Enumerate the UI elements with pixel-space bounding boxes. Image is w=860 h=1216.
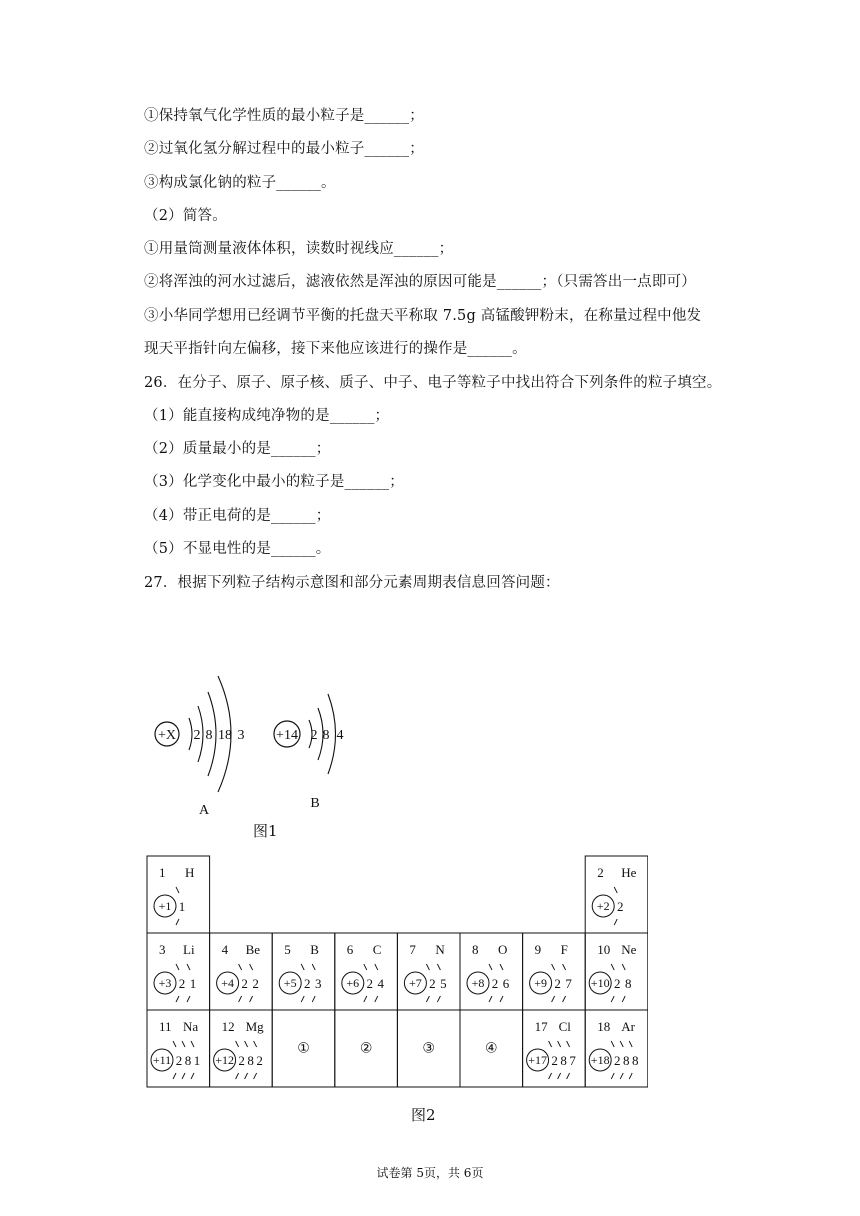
table-cell-placeholder bbox=[272, 1010, 335, 1087]
cell-shell-electrons: 8 bbox=[247, 1053, 254, 1068]
text-line-11: （2）质量最小的是______； bbox=[144, 441, 331, 457]
cell-shell-electrons: 8 bbox=[560, 1053, 567, 1068]
cell-shell-electrons: 2 bbox=[366, 976, 374, 991]
cell-atomic-number: 11 bbox=[159, 1019, 172, 1034]
cell-shell-electrons: 2 bbox=[551, 1053, 558, 1068]
cell-shell-electrons: 2 bbox=[554, 976, 561, 991]
table-cell-f bbox=[523, 933, 586, 1010]
text-line-1: ①保持氧气化学性质的最小粒子是______； bbox=[144, 108, 424, 124]
cell-shell-electrons: 8 bbox=[631, 1053, 639, 1068]
table-cell-ne bbox=[585, 933, 648, 1010]
cell-shell-electrons: 2 bbox=[238, 1053, 245, 1068]
cell-placeholder-mark: ① bbox=[297, 1041, 310, 1057]
page-footer: 试卷第 5页，共 6页 bbox=[376, 1166, 484, 1180]
cell-shell-electrons: 8 bbox=[184, 1053, 192, 1068]
cell-shell-electrons: 2 bbox=[613, 1053, 621, 1068]
cell-atomic-number: 6 bbox=[346, 942, 354, 957]
text-line-10: （1）能直接构成纯净物的是______； bbox=[144, 408, 390, 424]
cell-nucleus: +2 bbox=[596, 899, 610, 913]
cell-nucleus: +17 bbox=[528, 1053, 547, 1067]
cell-element-symbol: F bbox=[560, 942, 568, 957]
table-cell-cl bbox=[523, 1010, 586, 1087]
cell-atomic-number: 4 bbox=[221, 942, 229, 957]
table-cell-li bbox=[147, 933, 210, 1010]
table-cell-h bbox=[147, 856, 210, 933]
atom-b-shell-2: 8 bbox=[322, 728, 330, 743]
cell-shell-electrons: 2 bbox=[241, 976, 248, 991]
cell-element-symbol: Ar bbox=[621, 1019, 635, 1034]
table-cell-na bbox=[147, 1010, 210, 1087]
cell-element-symbol: Cl bbox=[558, 1019, 571, 1034]
cell-element-symbol: C bbox=[372, 942, 382, 957]
text-line-8: 现天平指针向左偏移，接下来他应该进行的操作是______。 bbox=[144, 341, 527, 357]
cell-atomic-number: 2 bbox=[597, 865, 604, 880]
cell-shell-electrons: 1 bbox=[189, 976, 197, 991]
cell-shell-electrons: 2 bbox=[616, 899, 624, 914]
text-line-14: （5）不显电性的是______。 bbox=[144, 541, 331, 557]
cell-element-symbol: Be bbox=[245, 942, 261, 957]
cell-shell-electrons: 2 bbox=[252, 976, 259, 991]
cell-atomic-number: 17 bbox=[534, 1019, 548, 1034]
cell-shell-electrons: 2 bbox=[178, 976, 186, 991]
cell-atomic-number: 3 bbox=[159, 942, 166, 957]
table-cell-placeholder bbox=[397, 1010, 460, 1087]
atom-a-shell-2: 8 bbox=[205, 728, 213, 743]
cell-element-symbol: H bbox=[185, 865, 195, 880]
cell-shell-electrons: 6 bbox=[502, 976, 510, 991]
cell-nucleus: +6 bbox=[346, 976, 360, 990]
cell-element-symbol: N bbox=[435, 942, 445, 957]
cell-shell-electrons: 2 bbox=[429, 976, 436, 991]
atom-a-label: A bbox=[198, 803, 210, 818]
table-cell-n bbox=[397, 933, 460, 1010]
cell-atomic-number: 18 bbox=[597, 1019, 611, 1034]
table-cell-ar bbox=[585, 1010, 648, 1087]
cell-shell-electrons: 2 bbox=[613, 976, 621, 991]
cell-atomic-number: 5 bbox=[284, 942, 291, 957]
cell-nucleus: +8 bbox=[471, 976, 485, 990]
cell-shell-electrons: 7 bbox=[569, 1053, 576, 1068]
cell-element-symbol: Li bbox=[183, 942, 195, 957]
cell-shell-electrons: 2 bbox=[175, 1053, 183, 1068]
text-line-6: ②将浑浊的河水过滤后，滤液依然是浑浊的原因可能是______；（只需答出一点即可） bbox=[144, 274, 696, 290]
cell-atomic-number: 10 bbox=[597, 942, 611, 957]
cell-shell-electrons: 8 bbox=[622, 1053, 630, 1068]
table-cell-he bbox=[585, 856, 648, 933]
text-line-3: ③构成氯化钠的粒子______。 bbox=[144, 175, 336, 191]
cell-placeholder-mark: ② bbox=[359, 1041, 373, 1057]
cell-atomic-number: 8 bbox=[472, 942, 479, 957]
atom-b-diagram bbox=[274, 694, 344, 811]
cell-nucleus: +9 bbox=[534, 976, 547, 990]
atom-b-label: B bbox=[310, 796, 320, 811]
cell-nucleus: +18 bbox=[590, 1053, 610, 1067]
text-line-2: ②过氧化氢分解过程中的最小粒子______； bbox=[144, 141, 424, 157]
text-line-13: （4）带正电荷的是______； bbox=[144, 508, 331, 524]
table-cell-c bbox=[335, 933, 398, 1010]
table-cell-be bbox=[210, 933, 273, 1010]
cell-atomic-number: 12 bbox=[221, 1019, 235, 1034]
atom-a-diagram bbox=[155, 676, 245, 818]
cell-shell-electrons: 4 bbox=[377, 976, 385, 991]
table-cell-placeholder bbox=[335, 1010, 398, 1087]
cell-nucleus: +7 bbox=[409, 976, 422, 990]
cell-shell-electrons: 8 bbox=[624, 976, 632, 991]
atom-a-shell-1: 2 bbox=[193, 728, 201, 743]
cell-nucleus: +10 bbox=[590, 976, 610, 990]
cell-shell-electrons: 2 bbox=[303, 976, 311, 991]
cell-nucleus: +1 bbox=[158, 899, 172, 913]
cell-shell-electrons: 1 bbox=[178, 899, 186, 914]
cell-shell-electrons: 2 bbox=[256, 1053, 263, 1068]
atom-a-shell-4: 3 bbox=[237, 728, 245, 743]
atom-b-nucleus: +14 bbox=[276, 728, 298, 743]
text-line-12: （3）化学变化中最小的粒子是______； bbox=[144, 474, 404, 490]
table-cell-b bbox=[272, 933, 335, 1010]
cell-element-symbol: B bbox=[310, 942, 319, 957]
cell-shell-electrons: 7 bbox=[565, 976, 572, 991]
cell-placeholder-mark: ③ bbox=[422, 1041, 435, 1057]
table-cell-placeholder bbox=[460, 1010, 523, 1087]
atom-a-shell-3: 18 bbox=[218, 728, 232, 743]
cell-nucleus: +12 bbox=[215, 1053, 234, 1067]
table-cell-mg bbox=[210, 1010, 273, 1087]
text-line-5: ①用量筒测量液体体积，读数时视线应______； bbox=[144, 241, 454, 257]
text-line-7: ③小华同学想用已经调节平衡的托盘天平称取 7.5g 高锰酸钾粉末，在称量过程中他发 bbox=[144, 308, 702, 324]
cell-nucleus: +3 bbox=[158, 976, 172, 990]
cell-nucleus: +5 bbox=[283, 976, 297, 990]
cell-placeholder-mark: ④ bbox=[485, 1041, 498, 1057]
question-27: 27．根据下列粒子结构示意图和部分元素周期表信息回答问题： bbox=[144, 575, 560, 591]
cell-shell-electrons: 5 bbox=[440, 976, 447, 991]
atom-a-nucleus: +X bbox=[157, 728, 177, 743]
periodic-table bbox=[146, 854, 648, 1094]
table-cell-o bbox=[460, 933, 523, 1010]
cell-element-symbol: O bbox=[498, 942, 508, 957]
figure-2-caption: 图2 bbox=[411, 1106, 436, 1124]
cell-element-symbol: Ne bbox=[621, 942, 637, 957]
figure-1-caption: 图1 bbox=[253, 822, 278, 840]
cell-shell-electrons: 1 bbox=[193, 1053, 201, 1068]
atom-b-shell-1: 2 bbox=[310, 728, 318, 743]
cell-shell-electrons: 2 bbox=[491, 976, 499, 991]
cell-element-symbol: Mg bbox=[245, 1019, 264, 1034]
cell-element-symbol: He bbox=[621, 865, 637, 880]
cell-atomic-number: 7 bbox=[409, 942, 416, 957]
question-26: 26．在分子、原子、原子核、质子、中子、电子等粒子中找出符合下列条件的粒子填空。 bbox=[144, 375, 722, 391]
cell-element-symbol: Na bbox=[183, 1019, 199, 1034]
cell-nucleus: +4 bbox=[221, 976, 234, 990]
atom-b-shell-3: 4 bbox=[336, 728, 344, 743]
cell-nucleus: +11 bbox=[152, 1053, 172, 1067]
cell-atomic-number: 1 bbox=[159, 865, 166, 880]
cell-atomic-number: 9 bbox=[534, 942, 542, 957]
cell-shell-electrons: 3 bbox=[314, 976, 322, 991]
text-line-4: （2）简答。 bbox=[144, 208, 227, 224]
